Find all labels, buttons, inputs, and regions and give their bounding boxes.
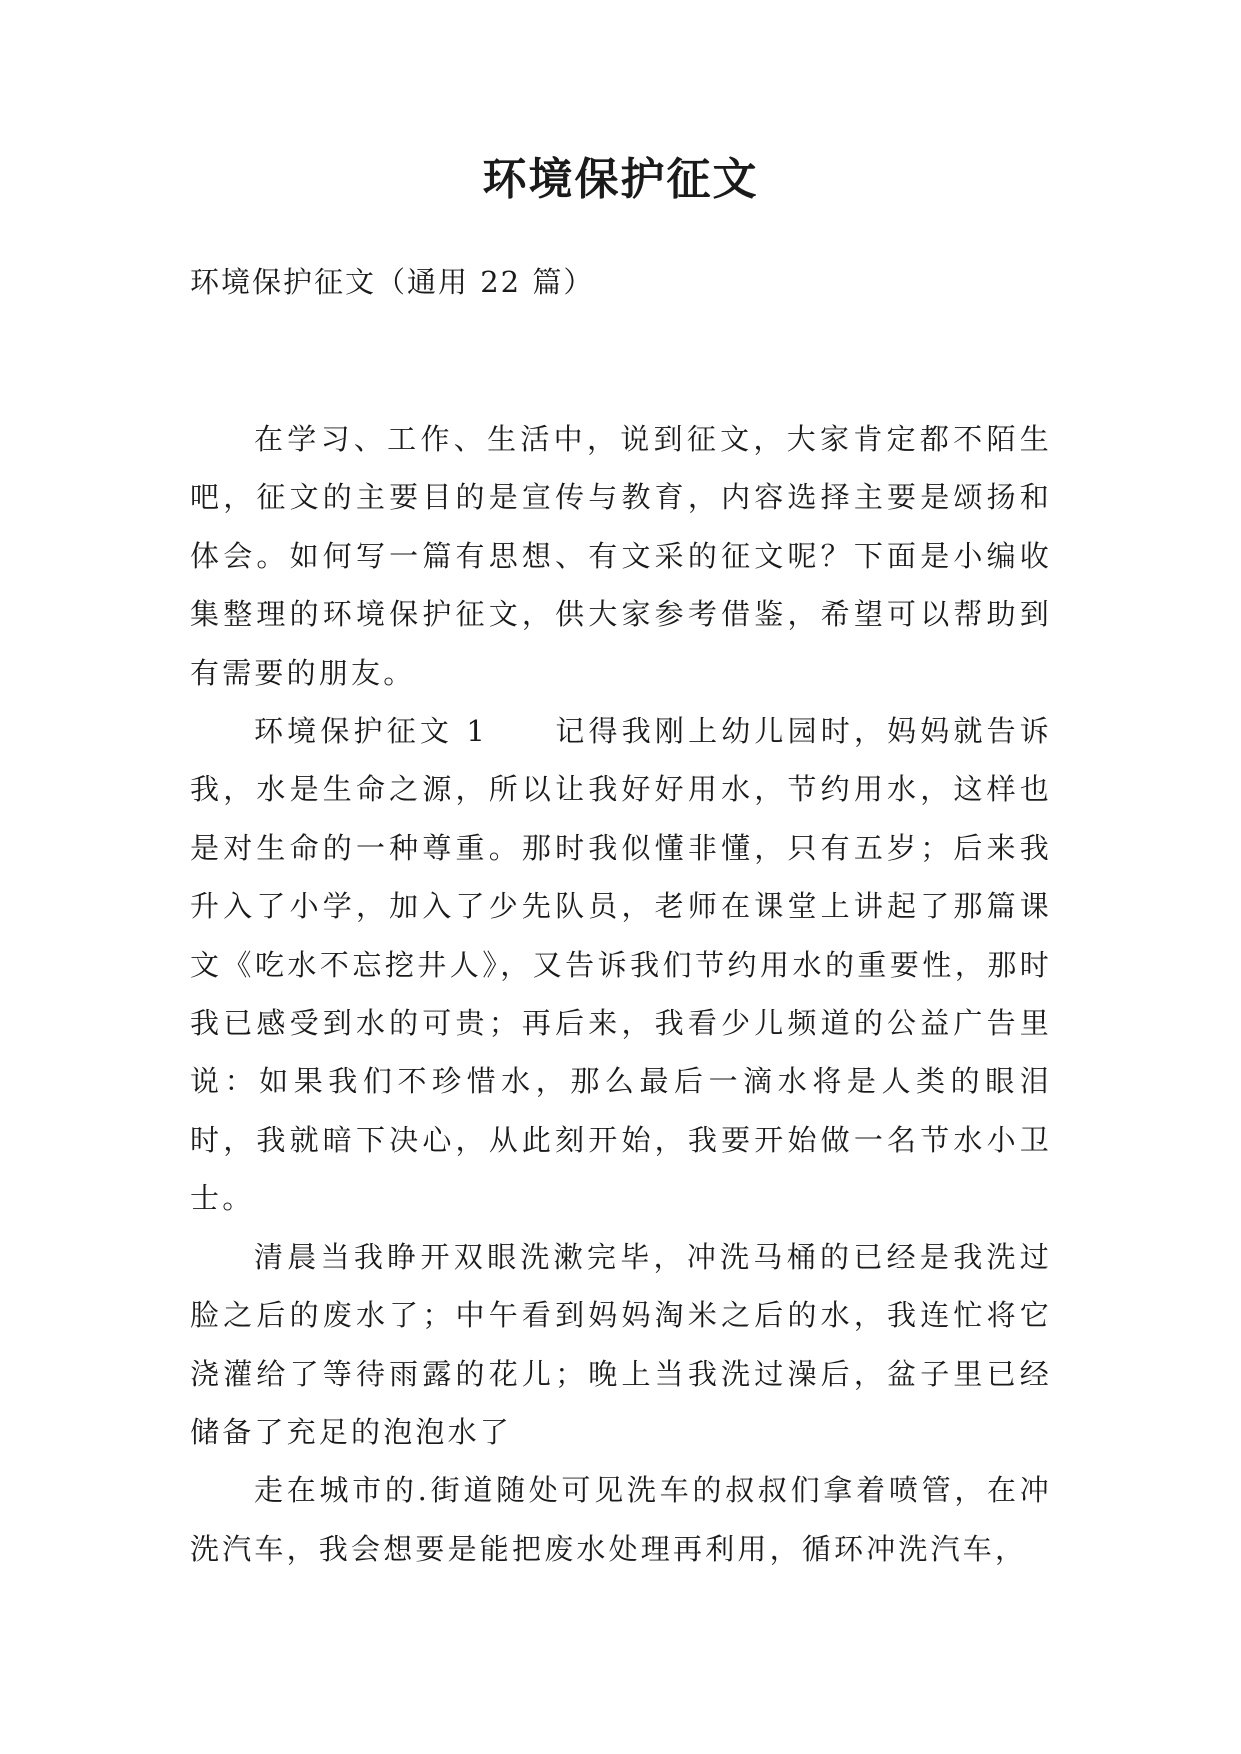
- essay-1-paragraph-1: 环境保护征文 1 记得我刚上幼儿园时，妈妈就告诉我，水是生命之源，所以让我好好用水，节约用水，这样也是对生命的一种尊重。那时我似懂非懂，只有五岁；后来我升入了小学，加入了少先队员，老师在课堂上讲起了那篇课文《吃水不忘挖井人》，又告诉我们节约用水的重要性，那时我已感受到水的可贵；再后来，我看少儿频道的公益广告里说：如果我们不珍惜水，那么最后一滴水将是人类的眼泪时，我就暗下决心，从此刻开始，我要开始做一名节水小卫士。: [190, 714, 1052, 1216]
- document-subtitle: 环境保护征文（通用 22 篇）: [190, 265, 595, 299]
- essay-1-paragraph-2: 清晨当我睁开双眼洗漱完毕，冲洗马桶的已经是我洗过脸之后的废水了；中午看到妈妈淘米之后的水，我连忙将它浇灌给了等待雨露的花儿；晚上当我洗过澡后，盆子里已经储备了充足的泡泡水了: [190, 1239, 1052, 1449]
- document-body: [190, 410, 1052, 1578]
- essay-1-paragraph-3: 走在城市的.街道随处可见洗车的叔叔们拿着喷管，在冲洗汽车，我会想要是能把废水处理再利用，循环冲洗汽车，: [190, 1473, 1052, 1566]
- intro-paragraph: 在学习、工作、生活中，说到征文，大家肯定都不陌生吧，征文的主要目的是宣传与教育，内容选择主要是颂扬和体会。如何写一篇有思想、有文采的征文呢？下面是小编收集整理的环境保护征文，供大家参考借鉴，希望可以帮助到有需要的朋友。: [190, 422, 1052, 690]
- document-title: 环境保护征文: [482, 154, 759, 205]
